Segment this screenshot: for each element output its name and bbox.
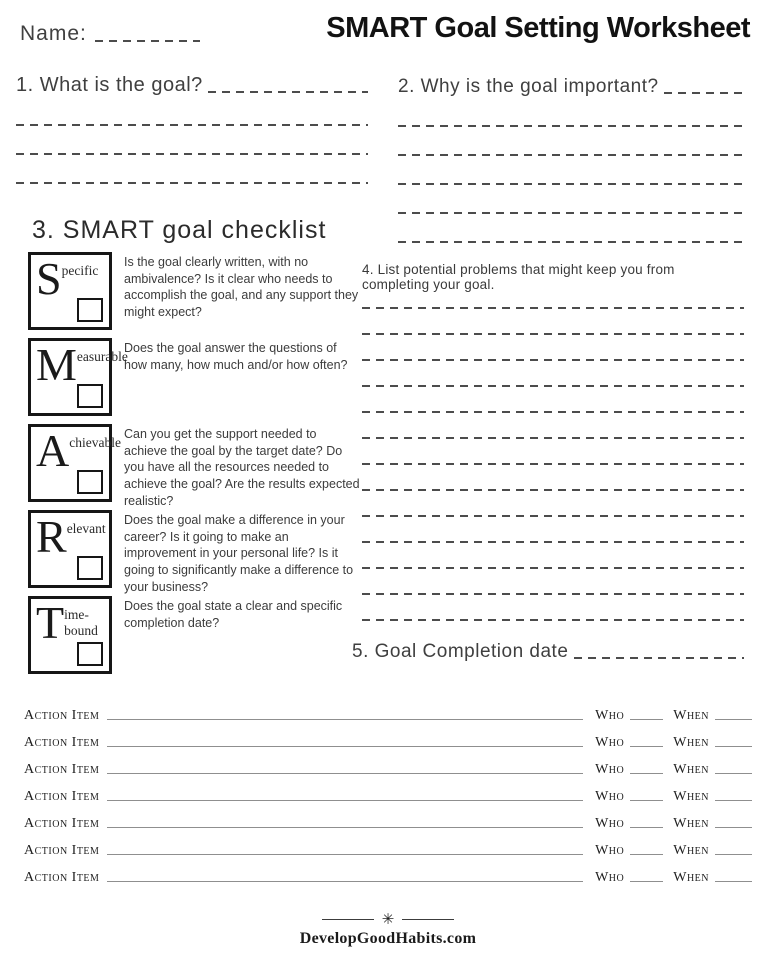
checkbox-specific[interactable] xyxy=(77,298,103,322)
action-item-label: Action Item xyxy=(24,708,100,723)
checklist-item-measurable xyxy=(28,338,364,424)
action-item-label: Action Item xyxy=(24,762,100,777)
q4-answer-line[interactable] xyxy=(362,385,744,387)
who-line[interactable] xyxy=(630,800,663,801)
word-specific: pecific xyxy=(61,263,99,278)
checkbox-time-bound[interactable] xyxy=(77,642,103,666)
q4-answer-line[interactable] xyxy=(362,307,744,309)
action-row xyxy=(24,697,752,724)
achievable-description: Can you get the support needed to achieve the goal by the target date? Do you have all the resources needed to achieve the goal? Are the results expected realistic? xyxy=(124,427,360,508)
checklist-item-relevant xyxy=(28,510,364,596)
q4-answer-line[interactable] xyxy=(362,619,744,621)
checklist-item-time-bound xyxy=(28,596,364,682)
action-item-label: Action Item xyxy=(24,843,100,858)
question-4 xyxy=(362,262,744,645)
when-line[interactable] xyxy=(715,746,752,747)
who-label: Who xyxy=(595,816,625,831)
smart-checklist xyxy=(28,252,364,682)
ornament-line-right xyxy=(402,919,454,920)
q2-answer-line[interactable] xyxy=(398,212,742,214)
who-line[interactable] xyxy=(630,827,663,828)
relevant-letter-box xyxy=(28,510,112,588)
who-label: Who xyxy=(595,708,625,723)
checklist-item-specific xyxy=(28,252,364,338)
action-row xyxy=(24,778,752,805)
word-time-bound: ime-bound xyxy=(64,607,98,638)
measurable-description: Does the goal answer the questions of how many, how much and/or how often? xyxy=(124,341,348,372)
site-name: DevelopGoodHabits.com xyxy=(299,930,477,947)
who-line[interactable] xyxy=(630,773,663,774)
when-line[interactable] xyxy=(715,719,752,720)
when-label: When xyxy=(673,735,709,750)
star-ornament-icon: ✳ xyxy=(381,911,395,928)
checkbox-relevant[interactable] xyxy=(77,556,103,580)
who-line[interactable] xyxy=(630,719,663,720)
q4-answer-line[interactable] xyxy=(362,333,744,335)
name-input-line[interactable] xyxy=(95,40,200,42)
who-line[interactable] xyxy=(630,881,663,882)
action-item-label: Action Item xyxy=(24,789,100,804)
q4-answer-line[interactable] xyxy=(362,567,744,569)
when-label: When xyxy=(673,789,709,804)
q4-label: 4. List potential problems that might keep you from completing your goal. xyxy=(362,262,675,292)
when-label: When xyxy=(673,708,709,723)
action-item-label: Action Item xyxy=(24,735,100,750)
q2-answer-line[interactable] xyxy=(664,92,742,94)
q4-answer-line[interactable] xyxy=(362,463,744,465)
q1-label: 1. What is the goal? xyxy=(16,74,203,96)
letter-r: R xyxy=(36,511,67,562)
letter-s: S xyxy=(36,253,62,304)
when-line[interactable] xyxy=(715,827,752,828)
q4-answer-line[interactable] xyxy=(362,359,744,361)
q1-answer-line[interactable] xyxy=(16,124,368,126)
action-item-label: Action Item xyxy=(24,870,100,885)
q1-answer-line[interactable] xyxy=(16,182,368,184)
question-2 xyxy=(398,76,742,243)
who-label: Who xyxy=(595,789,625,804)
action-row xyxy=(24,805,752,832)
time-bound-description: Does the goal state a clear and specific completion date? xyxy=(124,599,343,630)
letter-t: T xyxy=(36,597,65,648)
specific-letter-box xyxy=(28,252,112,330)
action-item-line[interactable] xyxy=(107,854,583,855)
q2-answer-line[interactable] xyxy=(398,125,742,127)
who-label: Who xyxy=(595,735,625,750)
question-1 xyxy=(16,74,368,184)
when-label: When xyxy=(673,843,709,858)
when-label: When xyxy=(673,762,709,777)
measurable-letter-box xyxy=(28,338,128,416)
q2-answer-line[interactable] xyxy=(398,154,742,156)
action-item-line[interactable] xyxy=(107,827,583,828)
q3-heading: 3. SMART goal checklist xyxy=(32,216,327,244)
who-label: Who xyxy=(595,843,625,858)
q4-answer-line[interactable] xyxy=(362,593,744,595)
word-achievable: chievable xyxy=(69,435,121,450)
word-relevant: elevant xyxy=(66,521,106,536)
who-line[interactable] xyxy=(630,746,663,747)
achievable-letter-box xyxy=(28,424,121,502)
checkbox-achievable[interactable] xyxy=(77,470,103,494)
when-line[interactable] xyxy=(715,800,752,801)
who-label: Who xyxy=(595,870,625,885)
action-item-table xyxy=(24,697,752,886)
q5-label: 5. Goal Completion date xyxy=(352,641,569,662)
when-line[interactable] xyxy=(715,773,752,774)
q1-answer-line[interactable] xyxy=(16,153,368,155)
letter-a: A xyxy=(36,425,70,476)
when-line[interactable] xyxy=(715,854,752,855)
footer xyxy=(0,912,776,948)
q2-answer-line[interactable] xyxy=(398,241,742,243)
q2-answer-line[interactable] xyxy=(398,183,742,185)
q4-answer-line[interactable] xyxy=(362,515,744,517)
relevant-description: Does the goal make a difference in your career? Is it going to make an improvement in your personal life? Is it going to significantly make a difference to your business? xyxy=(124,513,354,594)
ornament-line-left xyxy=(322,919,374,920)
word-measurable: easurable xyxy=(76,349,128,364)
letter-m: M xyxy=(36,339,77,390)
who-label: Who xyxy=(595,762,625,777)
name-row xyxy=(20,22,200,46)
checklist-item-achievable xyxy=(28,424,364,510)
when-label: When xyxy=(673,816,709,831)
question-5 xyxy=(352,641,744,663)
q4-answer-line[interactable] xyxy=(362,541,744,543)
q4-answer-line[interactable] xyxy=(362,411,744,413)
time-bound-letter-box xyxy=(28,596,112,674)
when-label: When xyxy=(673,870,709,885)
q4-answer-line[interactable] xyxy=(362,437,744,439)
checkbox-measurable[interactable] xyxy=(77,384,103,408)
action-item-line[interactable] xyxy=(107,773,583,774)
page-title: SMART Goal Setting Worksheet xyxy=(326,12,750,44)
action-row xyxy=(24,751,752,778)
q2-label: 2. Why is the goal important? xyxy=(398,76,659,97)
when-line[interactable] xyxy=(715,881,752,882)
q1-answer-line[interactable] xyxy=(208,91,368,93)
action-item-line[interactable] xyxy=(107,800,583,801)
who-line[interactable] xyxy=(630,854,663,855)
action-row xyxy=(24,832,752,859)
specific-description: Is the goal clearly written, with no ambivalence? Is it clear who needs to accomplish the goal, and any support they might expect? xyxy=(124,255,359,319)
action-row xyxy=(24,724,752,751)
action-item-line[interactable] xyxy=(107,881,583,882)
name-label: Name: xyxy=(20,22,87,45)
action-row xyxy=(24,859,752,886)
q4-answer-line[interactable] xyxy=(362,489,744,491)
completion-date-line[interactable] xyxy=(574,657,744,659)
action-item-line[interactable] xyxy=(107,719,583,720)
action-item-label: Action Item xyxy=(24,816,100,831)
ornament-divider xyxy=(0,912,776,927)
action-item-line[interactable] xyxy=(107,746,583,747)
